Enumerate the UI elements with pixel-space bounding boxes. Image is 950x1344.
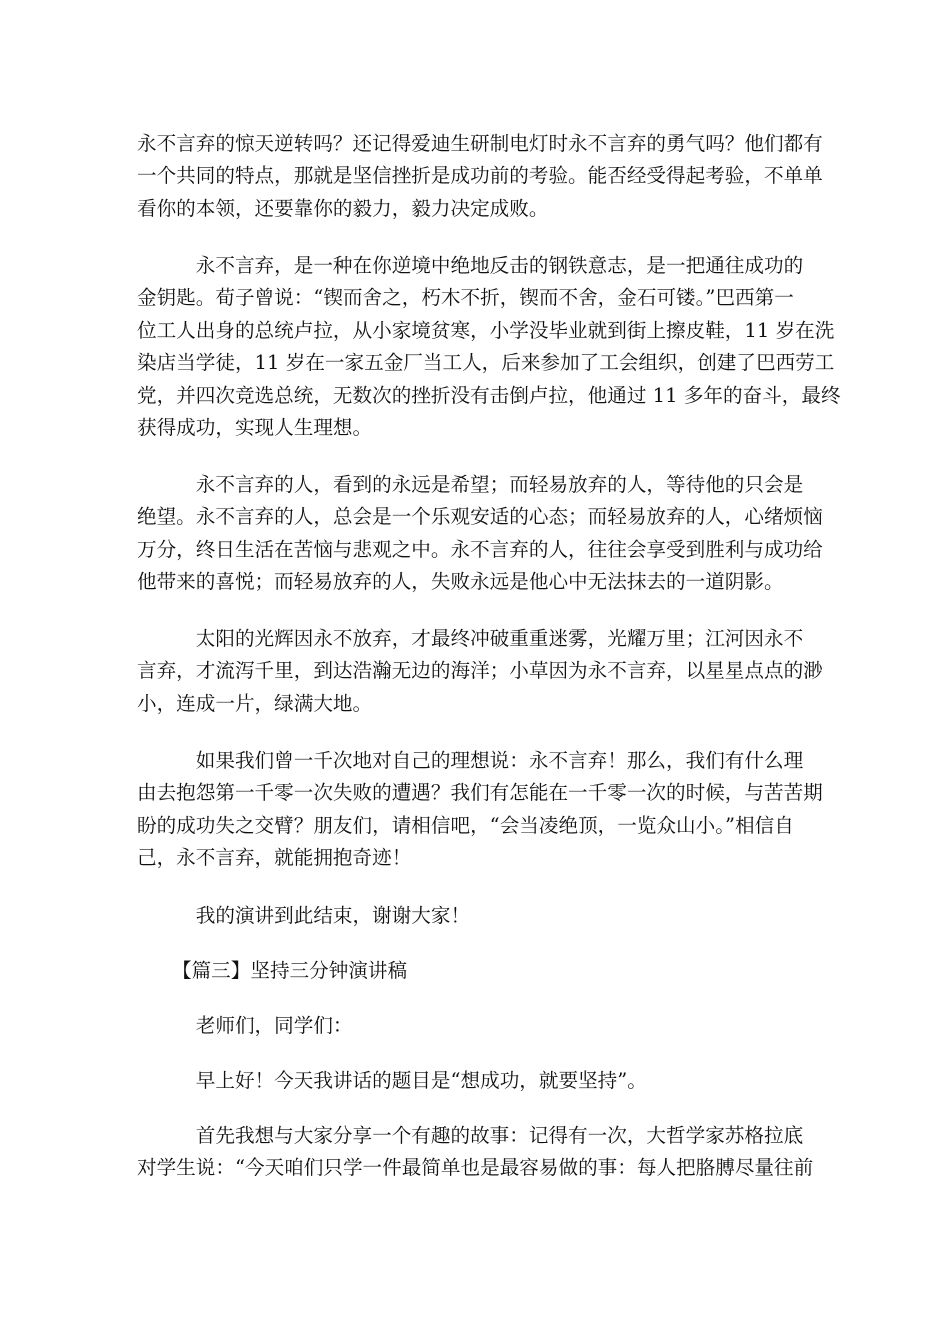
text-line: 由去抱怨第一千零一次失败的遭遇？我们有怎能在一千零一次的时候，与苦苦期: [137, 781, 823, 805]
paragraph-6: [137, 900, 817, 932]
text-line: 染店当学徒，11 岁在一家五金厂当工人，后来参加了工会组织，创建了巴西劳工: [137, 351, 835, 375]
text-line: 我的演讲到此结束，谢谢大家！: [137, 904, 471, 927]
paragraph-9: [137, 1120, 817, 1185]
text-line: 一个共同的特点，那就是坚信挫折是成功前的考验。能否经受得起考验，不单单: [137, 164, 823, 188]
text-line: 他带来的喜悦；而轻易放弃的人，失败永远是他心中无法抹去的一道阴影。: [137, 570, 784, 594]
text-line: 金钥匙。荀子曾说：“锲而舍之，朽木不折，锲而不舍，金石可镂。”巴西第一: [137, 286, 794, 310]
text-line: 万分，终日生活在苦恼与悲观之中。永不言弃的人，往往会享受到胜利与成功给: [137, 537, 823, 561]
text-line: 如果我们曾一千次地对自己的理想说：永不言弃！那么，我们有什么理: [137, 749, 804, 772]
paragraph-4: [137, 623, 823, 720]
text-line: 首先我想与大家分享一个有趣的故事：记得有一次，大哲学家苏格拉底: [137, 1124, 804, 1147]
text-line: 永不言弃，是一种在你逆境中绝地反击的钢铁意志，是一把通往成功的: [137, 254, 804, 277]
text-line: 早上好！今天我讲话的题目是“想成功，就要坚持”。: [137, 1069, 647, 1092]
text-line: 看你的本领，还要靠你的毅力，毅力决定成败。: [137, 196, 549, 220]
text-line: 太阳的光辉因永不放弃，才最终冲破重重迷雾，光耀万里；江河因永不: [137, 627, 804, 650]
text-line: 老师们，同学们：: [137, 1014, 353, 1037]
text-line: 位工人出身的总统卢拉，从小家境贫寒，小学没毕业就到街上擦皮鞋，11 岁在洗: [137, 318, 835, 342]
text-line: 永不言弃的惊天逆转吗？还记得爱迪生研制电灯时永不言弃的勇气吗？他们都有: [137, 132, 823, 155]
section-heading: [172, 955, 852, 987]
paragraph-2: [137, 250, 841, 444]
text-line: 党，并四次竞选总统，无数次的挫折没有击倒卢拉，他通过 11 多年的奋斗，最终: [137, 383, 841, 407]
text-line: 己，永不言弃，就能拥抱奇迹！: [137, 846, 412, 870]
text-line: 言弃，才流泻千里，到达浩瀚无边的海洋；小草因为永不言弃，以星星点点的渺: [137, 659, 823, 683]
paragraph-8: [137, 1065, 817, 1097]
text-line: 对学生说：“今天咱们只学一件最简单也是最容易做的事：每人把胳膊尽量往前: [137, 1156, 814, 1180]
paragraph-5: [137, 745, 823, 875]
paragraph-3: [137, 469, 823, 599]
text-line: 小，连成一片，绿满大地。: [137, 691, 373, 715]
paragraph-7: [137, 1010, 817, 1042]
paragraph-1: [137, 128, 823, 225]
text-line: 盼的成功失之交臂？朋友们，请相信吧，“会当凌绝顶，一览众山小。”相信自: [137, 813, 794, 837]
text-line: 绝望。永不言弃的人，总会是一个乐观安适的心态；而轻易放弃的人，心绪烦恼: [137, 505, 823, 529]
section-heading-text: 【篇三】坚持三分钟演讲稿: [172, 959, 408, 982]
text-line: 永不言弃的人，看到的永远是希望；而轻易放弃的人，等待他的只会是: [137, 473, 804, 496]
text-line: 获得成功，实现人生理想。: [137, 415, 373, 439]
